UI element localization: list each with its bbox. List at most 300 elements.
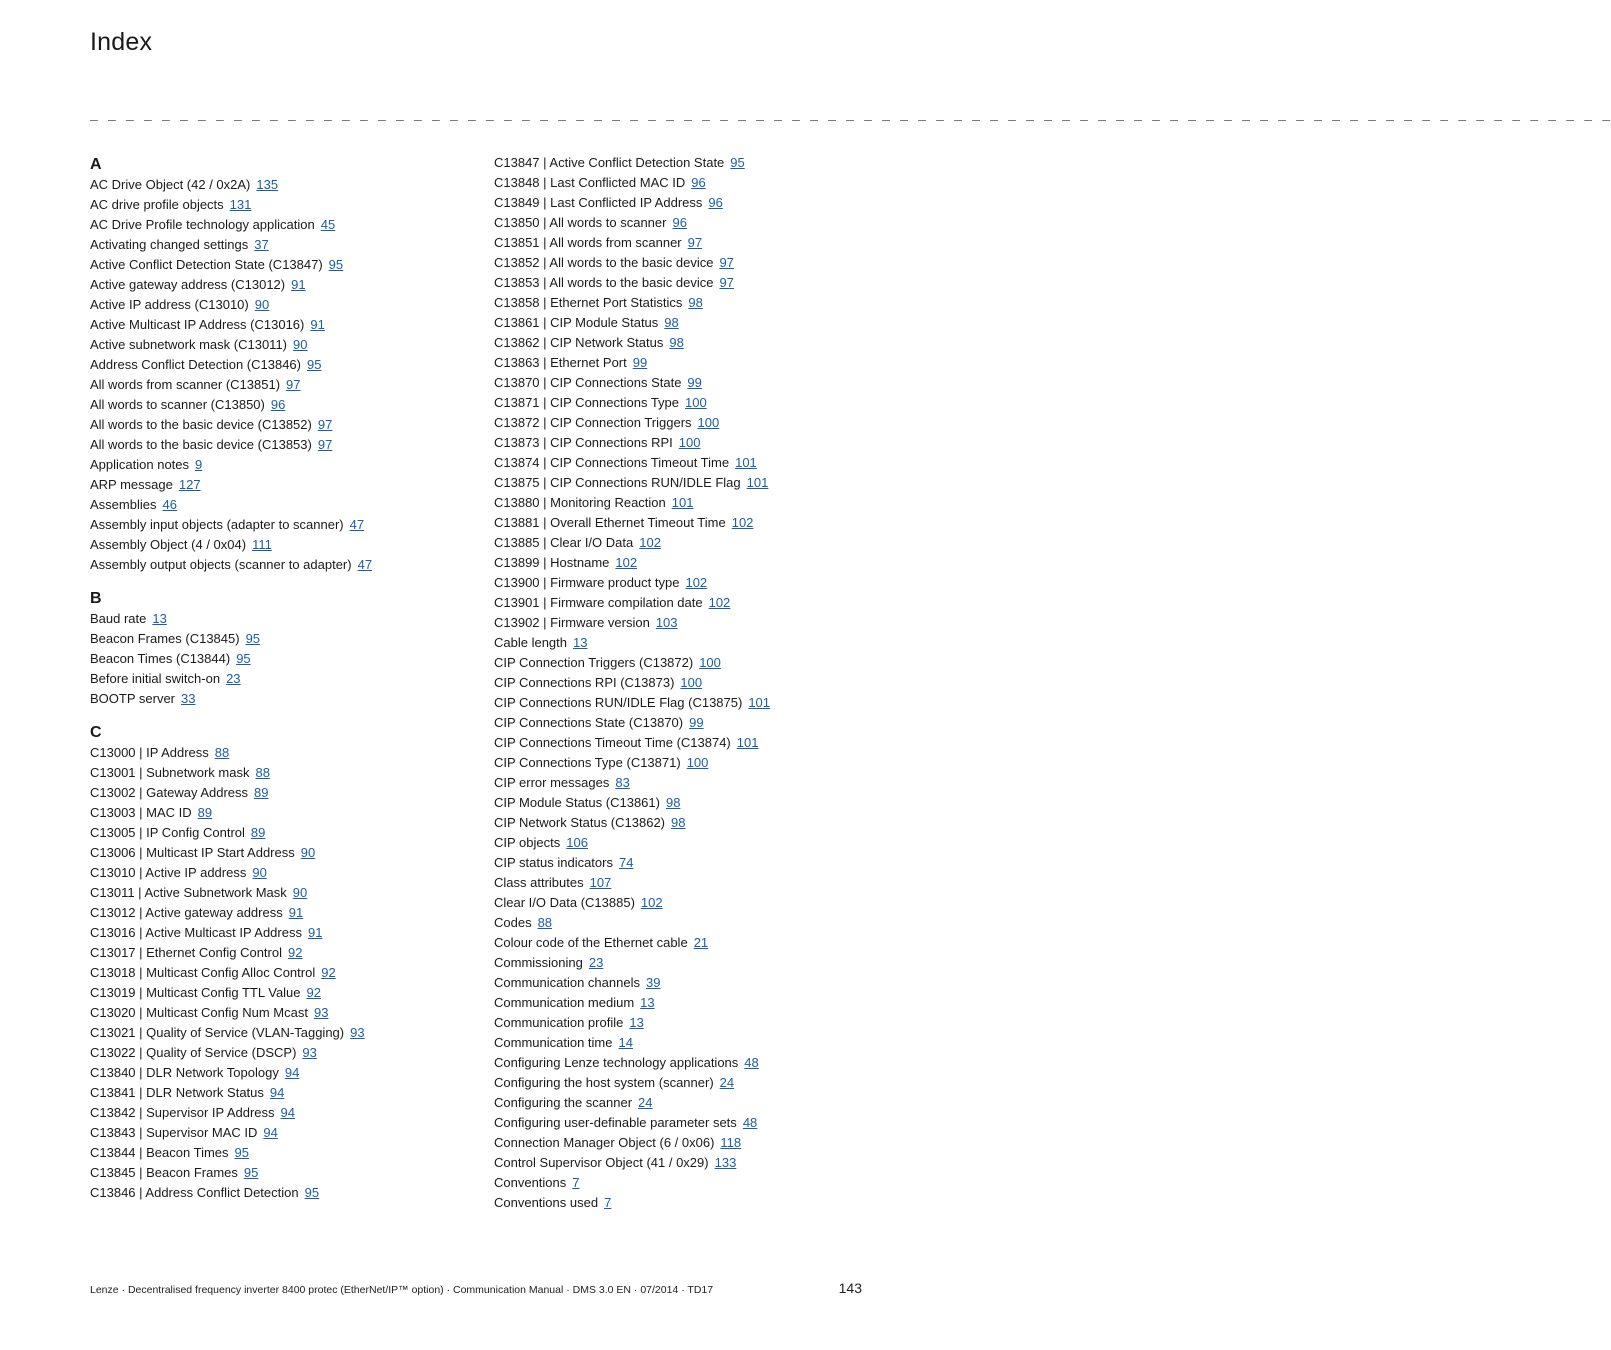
- index-entry-page-link[interactable]: 48: [744, 1055, 759, 1070]
- index-entry: [494, 753, 874, 773]
- index-entry: [494, 1113, 874, 1133]
- index-entry-term: CIP Connection Triggers (C13872): [494, 655, 694, 670]
- index-section: [90, 587, 470, 709]
- index-entry: [90, 355, 470, 375]
- index-entry-page-link[interactable]: 46: [162, 497, 177, 512]
- index-entry-page-link[interactable]: 102: [685, 575, 708, 590]
- index-entry: [90, 1143, 470, 1163]
- index-entry-term: C13011 | Active Subnetwork Mask: [90, 885, 287, 900]
- index-entry-term: Clear I/O Data (C13885): [494, 895, 635, 910]
- index-entry: [90, 1023, 470, 1043]
- index-entry: [90, 555, 470, 575]
- index-entry-page-link[interactable]: 92: [306, 985, 321, 1000]
- index-entry-term: C13899 | Hostname: [494, 555, 610, 570]
- index-entry: [90, 295, 470, 315]
- index-entry-page-link[interactable]: 90: [292, 885, 308, 900]
- index-column-left: [90, 153, 470, 1215]
- index-entry-page-link[interactable]: 90: [293, 337, 308, 352]
- index-entry-page-link[interactable]: 96: [691, 175, 706, 190]
- index-entry: [90, 435, 470, 455]
- index-entry-page-link[interactable]: 88: [214, 745, 230, 760]
- index-entry-page-link[interactable]: 98: [665, 795, 681, 810]
- header-divider: _ _ _ _ _ _ _ _ _ _ _ _ _ _ _ _ _ _ _ _ _ _ _ _ _ _ _ _ _ _ _ _ _ _ _ _ _ _ _ _ _ _ _ _ _ _ _ _ _ _ _ _ _ _ _ _ _ _ _ _ _ _ _ _ _ _ _ _ _ _ _ _ _ _ _ _ _ _ _ _ _ _ _ _ _: [90, 108, 1611, 123]
- page-title: Index: [90, 28, 153, 56]
- index-entry: [90, 823, 470, 843]
- index-section-letter: A: [90, 156, 102, 173]
- index-entry-term: C13010 | Active IP address: [90, 865, 247, 880]
- index-entry: [494, 733, 874, 753]
- index-entry: [494, 253, 874, 273]
- index-entry: [90, 315, 470, 335]
- index-entry-term: C13858 | Ethernet Port Statistics: [494, 295, 683, 310]
- index-entry-page-link[interactable]: 13: [152, 611, 167, 626]
- index-entry-term: C13843 | Supervisor MAC ID: [90, 1125, 258, 1140]
- index-entry-term: C13902 | Firmware version: [494, 615, 650, 630]
- index-entry: [90, 669, 470, 689]
- index-entry-page-link[interactable]: 24: [719, 1075, 735, 1090]
- footer-text: Lenze · Decentralised frequency inverter 8400 protec (EtherNet/IP™ option) · Communication Manual · DMS 3.0 EN · 07/2014 · TD17: [90, 1284, 714, 1296]
- index-entry-page-link[interactable]: 24: [638, 1095, 653, 1110]
- index-entry-page-link[interactable]: 97: [317, 417, 333, 432]
- index-entry-term: ARP message: [90, 477, 173, 492]
- index-entry: [90, 495, 470, 515]
- index-entry-term: C13841 | DLR Network Status: [90, 1085, 264, 1100]
- index-entry-term: C13017 | Ethernet Config Control: [90, 945, 282, 960]
- index-entry: [494, 913, 874, 933]
- index-entry-page-link[interactable]: 100: [686, 755, 709, 770]
- index-entry-term: CIP Module Status (C13861): [494, 795, 660, 810]
- index-entry-term: BOOTP server: [90, 691, 176, 706]
- index-entry-term: C13000 | IP Address: [90, 745, 209, 760]
- index-column-right: [494, 153, 874, 1213]
- index-entry: [90, 1063, 470, 1083]
- index-entry-page-link[interactable]: 96: [672, 215, 687, 230]
- index-entry: [494, 713, 874, 733]
- index-entry-page-link[interactable]: 95: [307, 357, 322, 372]
- index-entry-term: Beacon Times (C13844): [90, 651, 231, 666]
- index-entry: [494, 333, 874, 353]
- index-entry-term: CIP Connections RUN/IDLE Flag (C13875): [494, 695, 743, 710]
- index-entry-term: Configuring user-definable parameter sets: [494, 1115, 737, 1130]
- index-entry: [90, 983, 470, 1003]
- index-entry-page-link[interactable]: 90: [300, 845, 316, 860]
- index-entry-page-link[interactable]: 74: [618, 855, 634, 870]
- index-entry-page-link[interactable]: 83: [615, 775, 630, 790]
- index-entry: [90, 455, 470, 475]
- index-entry-page-link[interactable]: 131: [229, 197, 252, 212]
- index-section: [90, 153, 470, 575]
- index-entry-page-link[interactable]: 39: [645, 975, 661, 990]
- index-entry: [494, 593, 874, 613]
- index-entry-page-link[interactable]: 48: [742, 1115, 758, 1130]
- index-entry-term: Assembly input objects (adapter to scanner): [90, 517, 344, 532]
- index-entry-page-link[interactable]: 102: [640, 895, 663, 910]
- index-entry-page-link[interactable]: 93: [302, 1045, 317, 1060]
- index-entry-page-link[interactable]: 91: [310, 317, 325, 332]
- index-entry-term: Communication channels: [494, 975, 640, 990]
- index-entry-page-link[interactable]: 33: [181, 691, 196, 706]
- index-entry-page-link[interactable]: 101: [735, 455, 757, 470]
- index-entry-term: C13012 | Active gateway address: [90, 905, 283, 920]
- index-entry-term: Communication profile: [494, 1015, 624, 1030]
- index-entry: [494, 873, 874, 893]
- index-entry-term: Active Multicast IP Address (C13016): [90, 317, 305, 332]
- index-entry-page-link[interactable]: 102: [639, 535, 661, 550]
- index-entry-page-link[interactable]: 102: [615, 555, 638, 570]
- index-entry: [494, 933, 874, 953]
- index-entry: [494, 273, 874, 293]
- index-entry: [494, 673, 874, 693]
- index-entry: [90, 863, 470, 883]
- index-entry: [90, 335, 470, 355]
- index-entry-term: C13848 | Last Conflicted MAC ID: [494, 175, 686, 190]
- index-entry: [494, 313, 874, 333]
- index-entry-page-link[interactable]: 100: [697, 415, 720, 430]
- index-entry-page-link[interactable]: 135: [256, 177, 279, 192]
- index-entry-term: C13872 | CIP Connection Triggers: [494, 415, 692, 430]
- index-entry-term: C13022 | Quality of Service (DSCP): [90, 1045, 297, 1060]
- index-entry-page-link[interactable]: 99: [689, 715, 704, 730]
- index-entry-term: C13881 | Overall Ethernet Timeout Time: [494, 515, 726, 530]
- index-entry-page-link[interactable]: 99: [687, 375, 702, 390]
- index-entry-term: AC Drive Profile technology application: [90, 217, 315, 232]
- index-entry: [494, 413, 874, 433]
- index-entry-term: CIP error messages: [494, 775, 610, 790]
- index-entry-term: Codes: [494, 915, 532, 930]
- index-entry: [494, 513, 874, 533]
- index-entry-term: CIP objects: [494, 835, 561, 850]
- index-entry-term: Commissioning: [494, 955, 583, 970]
- index-entry-term: C13845 | Beacon Frames: [90, 1165, 238, 1180]
- index-entry: [90, 1183, 470, 1203]
- index-entry-term: Connection Manager Object (6 / 0x06): [494, 1135, 715, 1150]
- index-entry-term: CIP Connections RPI (C13873): [494, 675, 675, 690]
- index-entry-term: C13846 | Address Conflict Detection: [90, 1185, 299, 1200]
- index-entry: [90, 275, 470, 295]
- index-entry: [494, 1033, 874, 1053]
- index-entry-page-link[interactable]: 13: [573, 635, 588, 650]
- index-entry: [90, 743, 470, 763]
- index-entry-term: C13020 | Multicast Config Num Mcast: [90, 1005, 308, 1020]
- index-entry-page-link[interactable]: 13: [629, 1015, 644, 1030]
- index-entry-term: C13873 | CIP Connections RPI: [494, 435, 673, 450]
- index-entry-page-link[interactable]: 107: [589, 875, 612, 890]
- index-entry-page-link[interactable]: 21: [693, 935, 709, 950]
- index-entry: [494, 173, 874, 193]
- index-entry-term: C13840 | DLR Network Topology: [90, 1065, 279, 1080]
- index-entry-page-link[interactable]: 45: [320, 217, 336, 232]
- index-entry-page-link[interactable]: 90: [254, 297, 270, 312]
- index-entry: [90, 923, 470, 943]
- index-entry: [494, 853, 874, 873]
- index-entry: [90, 609, 470, 629]
- index-entry-page-link[interactable]: 93: [350, 1025, 365, 1040]
- index-entry: [90, 843, 470, 863]
- index-entry: [494, 573, 874, 593]
- index-entry: [494, 533, 874, 553]
- index-entry: [494, 193, 874, 213]
- index-entry: [494, 453, 874, 473]
- index-entry-page-link[interactable]: 91: [288, 905, 304, 920]
- index-entry-page-link[interactable]: 100: [680, 675, 703, 690]
- index-entry-page-link[interactable]: 101: [746, 475, 769, 490]
- index-entry-page-link[interactable]: 37: [254, 237, 269, 252]
- index-entry-page-link[interactable]: 99: [632, 355, 648, 370]
- index-entry-term: C13844 | Beacon Times: [90, 1145, 229, 1160]
- index-entry-page-link[interactable]: 97: [687, 235, 703, 250]
- index-entry-term: C13875 | CIP Connections RUN/IDLE Flag: [494, 475, 741, 490]
- index-entry: [494, 1153, 874, 1173]
- index-entry-page-link[interactable]: 94: [263, 1125, 278, 1140]
- index-entry-page-link[interactable]: 94: [284, 1065, 300, 1080]
- index-entry-page-link[interactable]: 118: [720, 1135, 742, 1150]
- index-entry: [90, 689, 470, 709]
- index-entry: [90, 415, 470, 435]
- index-entry-page-link[interactable]: 88: [537, 915, 553, 930]
- index-entry-term: Active subnetwork mask (C13011): [90, 337, 288, 352]
- index-entry-page-link[interactable]: 103: [655, 615, 678, 630]
- index-entry: [494, 1053, 874, 1073]
- index-entry-term: C13862 | CIP Network Status: [494, 335, 664, 350]
- page-number: 143: [838, 1280, 862, 1296]
- index-entry: [494, 393, 874, 413]
- index-entry: [90, 1123, 470, 1143]
- index-entry-page-link[interactable]: 101: [736, 735, 759, 750]
- index-entry-term: C13880 | Monitoring Reaction: [494, 495, 666, 510]
- index-entry-page-link[interactable]: 101: [748, 695, 771, 710]
- index-entry: [494, 833, 874, 853]
- index-entry-term: C13001 | Subnetwork mask: [90, 765, 250, 780]
- index-entry: [494, 373, 874, 393]
- index-entry-term: C13863 | Ethernet Port: [494, 355, 627, 370]
- index-entry-term: Baud rate: [90, 611, 147, 626]
- index-entry: [494, 693, 874, 713]
- index-entry-term: C13842 | Supervisor IP Address: [90, 1105, 275, 1120]
- index-entry-term: Conventions used: [494, 1195, 599, 1210]
- index-entry-term: C13861 | CIP Module Status: [494, 315, 659, 330]
- index-entry: [90, 629, 470, 649]
- index-entry: [494, 793, 874, 813]
- index-entry: [90, 1083, 470, 1103]
- index-entry-term: Control Supervisor Object (41 / 0x29): [494, 1155, 709, 1170]
- index-entry-page-link[interactable]: 97: [317, 437, 333, 452]
- index-entry-term: C13870 | CIP Connections State: [494, 375, 682, 390]
- index-entry: [90, 215, 470, 235]
- index-entry: [494, 1013, 874, 1033]
- index-entry-page-link[interactable]: 95: [730, 155, 745, 170]
- index-entry-page-link[interactable]: 97: [719, 255, 734, 270]
- index-entry-page-link[interactable]: 102: [708, 595, 731, 610]
- index-entry-page-link[interactable]: 94: [280, 1105, 295, 1120]
- index-entry-page-link[interactable]: 97: [719, 275, 734, 290]
- index-entry: [90, 883, 470, 903]
- index-entry-page-link[interactable]: 100: [678, 435, 701, 450]
- index-entry-term: Before initial switch-on: [90, 671, 221, 686]
- index-entry-term: C13871 | CIP Connections Type: [494, 395, 680, 410]
- index-entry-page-link[interactable]: 89: [197, 805, 213, 820]
- index-entry: [90, 175, 470, 195]
- index-entry-page-link[interactable]: 98: [669, 335, 684, 350]
- index-entry-page-link[interactable]: 133: [714, 1155, 737, 1170]
- index-entry: [494, 233, 874, 253]
- index-entry-term: C13019 | Multicast Config TTL Value: [90, 985, 301, 1000]
- index-entry: [494, 1193, 874, 1213]
- index-entry-page-link[interactable]: 89: [254, 785, 269, 800]
- index-entry-page-link[interactable]: 13: [640, 995, 655, 1010]
- index-entry-page-link[interactable]: 94: [269, 1085, 285, 1100]
- index-entry: [494, 893, 874, 913]
- index-entry: [90, 763, 470, 783]
- index-entry: [90, 649, 470, 669]
- index-entry-term: C13901 | Firmware compilation date: [494, 595, 703, 610]
- index-entry-page-link[interactable]: 98: [664, 315, 679, 330]
- index-entry: [494, 213, 874, 233]
- index-entry-term: CIP Connections Timeout Time (C13874): [494, 735, 731, 750]
- index-entry-page-link[interactable]: 111: [252, 537, 272, 552]
- index-entry-page-link[interactable]: 93: [313, 1005, 329, 1020]
- index-entry-page-link[interactable]: 9: [195, 457, 203, 472]
- index-entry-page-link[interactable]: 95: [245, 631, 261, 646]
- index-entry: [90, 1163, 470, 1183]
- index-entry-page-link[interactable]: 102: [731, 515, 754, 530]
- index-entry-term: C13900 | Firmware product type: [494, 575, 680, 590]
- index-entry-page-link[interactable]: 7: [604, 1195, 612, 1210]
- index-entry-page-link[interactable]: 96: [708, 195, 723, 210]
- index-entry: [90, 803, 470, 823]
- index-entry-term: C13016 | Active Multicast IP Address: [90, 925, 302, 940]
- index-entry-term: C13853 | All words to the basic device: [494, 275, 714, 290]
- index-entry-term: C13002 | Gateway Address: [90, 785, 249, 800]
- index-entry-page-link[interactable]: 89: [250, 825, 266, 840]
- index-entry-term: Active gateway address (C13012): [90, 277, 286, 292]
- index-entry-page-link[interactable]: 95: [243, 1165, 259, 1180]
- index-entry-page-link[interactable]: 23: [226, 671, 241, 686]
- index-entry: [90, 1043, 470, 1063]
- index-entry: [494, 353, 874, 373]
- index-entry-page-link[interactable]: 98: [688, 295, 703, 310]
- index-entry-page-link[interactable]: 91: [291, 277, 306, 292]
- index-entry: [494, 493, 874, 513]
- index-entry-term: Configuring the scanner: [494, 1095, 633, 1110]
- index-entry-term: Conventions: [494, 1175, 567, 1190]
- index-entry-term: Activating changed settings: [90, 237, 249, 252]
- index-entry-page-link[interactable]: 95: [236, 651, 251, 666]
- index-entry-page-link[interactable]: 47: [357, 557, 373, 572]
- index-entry-term: Assembly Object (4 / 0x04): [90, 537, 247, 552]
- index-entry-term: Beacon Frames (C13845): [90, 631, 240, 646]
- index-entry: [494, 1133, 874, 1153]
- index-entry-term: Application notes: [90, 457, 190, 472]
- index-entry-page-link[interactable]: 95: [234, 1145, 249, 1160]
- index-entry-page-link[interactable]: 47: [349, 517, 365, 532]
- index-entry: [494, 433, 874, 453]
- index-entry-page-link[interactable]: 14: [618, 1035, 633, 1050]
- index-entry-page-link[interactable]: 92: [321, 965, 336, 980]
- index-entry-term: AC drive profile objects: [90, 197, 224, 212]
- index-entry-page-link[interactable]: 90: [252, 865, 267, 880]
- index-entry: [90, 903, 470, 923]
- index-entry-term: C13885 | Clear I/O Data: [494, 535, 634, 550]
- index-entry: [494, 633, 874, 653]
- index-entry-page-link[interactable]: 100: [699, 655, 721, 670]
- index-entry-term: AC Drive Object (42 / 0x2A): [90, 177, 251, 192]
- index-entry-page-link[interactable]: 91: [307, 925, 323, 940]
- index-entry-term: C13003 | MAC ID: [90, 805, 192, 820]
- index-entry-term: Colour code of the Ethernet cable: [494, 935, 688, 950]
- index-entry-term: Communication medium: [494, 995, 635, 1010]
- index-entry-page-link[interactable]: 96: [270, 397, 286, 412]
- index-entry-page-link[interactable]: 100: [685, 395, 707, 410]
- index-entry-page-link[interactable]: 127: [178, 477, 201, 492]
- index-entry-term: Address Conflict Detection (C13846): [90, 357, 301, 372]
- index-entry-page-link[interactable]: 23: [588, 955, 604, 970]
- index-entry-term: CIP Connections State (C13870): [494, 715, 684, 730]
- index-entry: [90, 515, 470, 535]
- index-entry-term: Assembly output objects (scanner to adapter): [90, 557, 352, 572]
- index-entry-page-link[interactable]: 101: [671, 495, 694, 510]
- index-entry: [90, 1003, 470, 1023]
- index-section: [90, 721, 470, 1203]
- index-entry: [90, 235, 470, 255]
- index-entry-term: C13018 | Multicast Config Alloc Control: [90, 965, 316, 980]
- index-entry-term: CIP Network Status (C13862): [494, 815, 665, 830]
- index-entry-page-link[interactable]: 95: [304, 1185, 320, 1200]
- index-entry-term: C13021 | Quality of Service (VLAN-Tagging): [90, 1025, 345, 1040]
- index-entry: [494, 153, 874, 173]
- index-entry-page-link[interactable]: 7: [572, 1175, 580, 1190]
- index-entry-term: CIP Connections Type (C13871): [494, 755, 681, 770]
- index-entry: [90, 375, 470, 395]
- index-entry-term: Active IP address (C13010): [90, 297, 249, 312]
- index-entry-page-link[interactable]: 88: [255, 765, 270, 780]
- index-entry: [90, 475, 470, 495]
- index-entry-term: All words to scanner (C13850): [90, 397, 265, 412]
- index-entry-term: C13005 | IP Config Control: [90, 825, 245, 840]
- index-entry: [494, 1173, 874, 1193]
- index-entry: [90, 783, 470, 803]
- index-entry-term: C13851 | All words from scanner: [494, 235, 682, 250]
- index-section-letter: B: [90, 590, 102, 607]
- index-entry: [494, 613, 874, 633]
- index-section-letter: C: [90, 724, 102, 741]
- index-entry-page-link[interactable]: 98: [671, 815, 686, 830]
- index-entry-page-link[interactable]: 92: [288, 945, 303, 960]
- index-entry-term: All words from scanner (C13851): [90, 377, 281, 392]
- index-entry-term: C13850 | All words to scanner: [494, 215, 667, 230]
- index-entry: [494, 973, 874, 993]
- index-entry: [494, 993, 874, 1013]
- index-entry: [494, 1073, 874, 1093]
- index-entry: [90, 963, 470, 983]
- index-entry: [494, 773, 874, 793]
- index-entry: [494, 653, 874, 673]
- index-entry-page-link[interactable]: 106: [566, 835, 588, 850]
- index-entry-page-link[interactable]: 95: [328, 257, 344, 272]
- index-entry-term: C13852 | All words to the basic device: [494, 255, 714, 270]
- index-entry-term: Class attributes: [494, 875, 584, 890]
- index-entry: [90, 535, 470, 555]
- index-entry-term: Assemblies: [90, 497, 157, 512]
- index-entry-term: C13006 | Multicast IP Start Address: [90, 845, 295, 860]
- index-entry: [494, 473, 874, 493]
- index-entry: [90, 255, 470, 275]
- index-entry-page-link[interactable]: 97: [286, 377, 301, 392]
- index-entry-term: Configuring the host system (scanner): [494, 1075, 714, 1090]
- index-entry-term: CIP status indicators: [494, 855, 613, 870]
- index-entry-term: C13849 | Last Conflicted IP Address: [494, 195, 703, 210]
- index-entry: [494, 953, 874, 973]
- index-entry-term: All words to the basic device (C13852): [90, 417, 312, 432]
